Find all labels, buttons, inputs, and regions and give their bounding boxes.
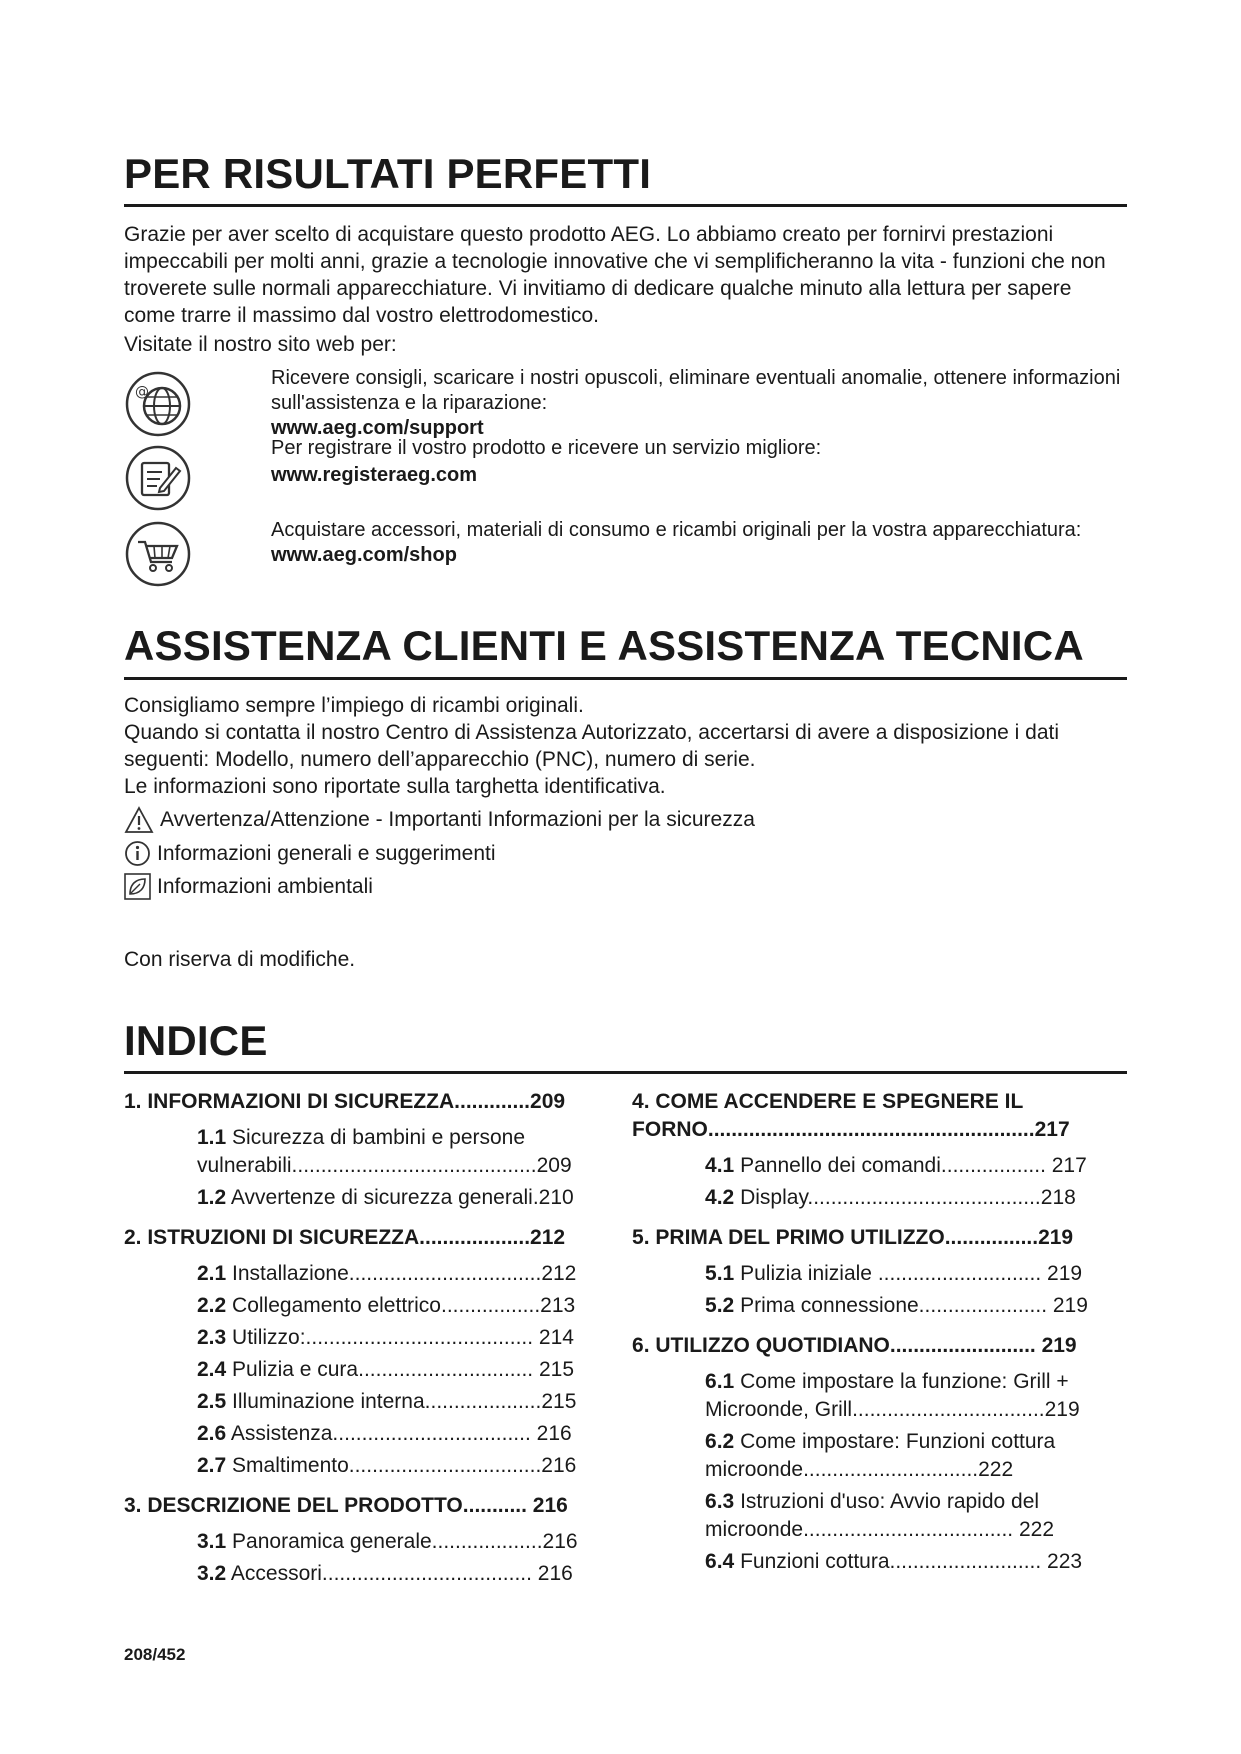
- intro-paragraph: Grazie per aver scelto di acquistare questo prodotto AEG. Lo abbiamo creato per fornirvi prestazioni impeccabili per molti anni, grazie a tecnologie innovative che vi semplificheranno la vita - funzioni che non troverete sulle normali apparecchiature. Vi invitiamo di dedicare qualche minuto alla lettura per sapere come trarre il massimo dal vostro elettrodomestico.: [124, 223, 1106, 328]
- table-of-contents: [124, 1088, 1127, 1588]
- toc-item-3-1[interactable]: 3.1 Panoramica generale...................216: [197, 1529, 578, 1553]
- section-title-indice: INDICE: [124, 1017, 1127, 1074]
- toc-item-2-3[interactable]: 2.3 Utilizzo:....................................... 214: [197, 1325, 574, 1349]
- page: [124, 150, 1127, 1588]
- toc-item-2-7[interactable]: 2.7 Smaltimento.................................216: [197, 1453, 577, 1477]
- toc-item-6-1[interactable]: 6.1 Come impostare la funzione: Grill + Microonde, Grill.................................219: [705, 1369, 1080, 1421]
- visit-text: Visitate il nostro sito web per:: [124, 333, 397, 357]
- register-link[interactable]: www.registeraeg.com: [271, 464, 477, 487]
- info-icon: [124, 840, 151, 867]
- legend-info: [124, 840, 1127, 867]
- svg-text:@: @: [135, 384, 149, 401]
- toc-item-2-1[interactable]: 2.1 Installazione.................................212: [197, 1261, 577, 1285]
- assistenza-p1: Consigliamo sempre l’impiego di ricambi originali.: [124, 693, 584, 717]
- legend-warning-text: Avvertenza/Attenzione - Importanti Informazioni per la sicurezza: [160, 808, 755, 832]
- toc-chapter-4[interactable]: 4. COME ACCENDERE E SPEGNERE IL FORNO........................................................217: [632, 1089, 1070, 1141]
- toc-chapter-1[interactable]: 1. INFORMAZIONI DI SICUREZZA.............209: [124, 1089, 566, 1113]
- register-text: Per registrare il vostro prodotto e ricevere un servizio migliore:: [271, 437, 822, 460]
- register-icon: [124, 444, 192, 512]
- toc-item-6-2[interactable]: 6.2 Come impostare: Funzioni cottura microonde..............................222: [705, 1429, 1056, 1481]
- section-title-risultati: PER RISULTATI PERFETTI: [124, 150, 1127, 207]
- link-row-support: [124, 366, 1127, 440]
- toc-chapter-5[interactable]: 5. PRIMA DEL PRIMO UTILIZZO................219: [632, 1225, 1074, 1249]
- assistenza-p3: Le informazioni sono riportate sulla targhetta identificativa.: [124, 774, 666, 798]
- toc-item-4-1[interactable]: 4.1 Pannello dei comandi.................. 217: [705, 1153, 1087, 1177]
- shop-link[interactable]: www.aeg.com/shop: [271, 544, 457, 567]
- shop-text: Acquistare accessori, materiali di consumo e ricambi originali per la vostra apparecchiatura:: [271, 519, 1082, 542]
- link-row-shop: [124, 518, 1127, 596]
- legend-environment-text: Informazioni ambientali: [157, 874, 373, 898]
- toc-item-2-6[interactable]: 2.6 Assistenza.................................. 216: [197, 1421, 572, 1445]
- toc-chapter-6[interactable]: 6. UTILIZZO QUOTIDIANO......................... 219: [632, 1333, 1077, 1357]
- toc-item-5-1[interactable]: 5.1 Pulizia iniziale ............................ 219: [705, 1261, 1083, 1285]
- toc-item-2-5[interactable]: 2.5 Illuminazione interna....................215: [197, 1389, 577, 1413]
- support-link[interactable]: www.aeg.com/support: [271, 417, 484, 440]
- toc-left-column: [124, 1088, 614, 1588]
- legend-environment: [124, 873, 1127, 900]
- toc-item-2-2[interactable]: 2.2 Collegamento elettrico.................213: [197, 1293, 576, 1317]
- toc-right-column: [632, 1088, 1127, 1588]
- warning-icon: [124, 806, 154, 834]
- legend-warning: [124, 806, 1127, 834]
- cart-icon: [124, 520, 192, 588]
- toc-item-6-3[interactable]: 6.3 Istruzioni d'uso: Avvio rapido del microonde.................................... 222: [705, 1489, 1055, 1541]
- leaf-icon: [124, 873, 151, 900]
- toc-item-4-2[interactable]: 4.2 Display........................................218: [705, 1185, 1076, 1209]
- toc-chapter-3[interactable]: 3. DESCRIZIONE DEL PRODOTTO........... 216: [124, 1493, 568, 1517]
- support-text: Ricevere consigli, scaricare i nostri opuscoli, eliminare eventuali anomalie, ottenere informazioni sull'assistenza e la riparazione:: [271, 367, 1121, 415]
- toc-item-6-4[interactable]: 6.4 Funzioni cottura.......................... 223: [705, 1549, 1083, 1573]
- toc-item-5-2[interactable]: 5.2 Prima connessione...................... 219: [705, 1293, 1088, 1317]
- section-title-assistenza: ASSISTENZA CLIENTI E ASSISTENZA TECNICA: [124, 622, 1127, 679]
- link-row-register: [124, 436, 1127, 508]
- page-number: 208/452: [124, 1645, 186, 1664]
- assistenza-p2: Quando si contatta il nostro Centro di Assistenza Autorizzato, accertarsi di avere a disposizione i dati seguenti: Modello, numero dell’apparecchio (PNC), numero di serie.: [124, 720, 1059, 771]
- toc-item-3-2[interactable]: 3.2 Accessori.................................... 216: [197, 1561, 573, 1585]
- notice-text: Con riserva di modifiche.: [124, 947, 356, 971]
- toc-item-2-4[interactable]: 2.4 Pulizia e cura.............................. 215: [197, 1357, 575, 1381]
- toc-item-1-2[interactable]: 1.2 Avvertenze di sicurezza generali.210: [197, 1185, 574, 1209]
- globe-icon: [124, 370, 192, 438]
- toc-item-1-1[interactable]: 1.1 Sicurezza di bambini e persone vulnerabili..........................................209: [197, 1125, 572, 1177]
- toc-chapter-2[interactable]: 2. ISTRUZIONI DI SICUREZZA...................212: [124, 1225, 566, 1249]
- legend-info-text: Informazioni generali e suggerimenti: [157, 841, 496, 865]
